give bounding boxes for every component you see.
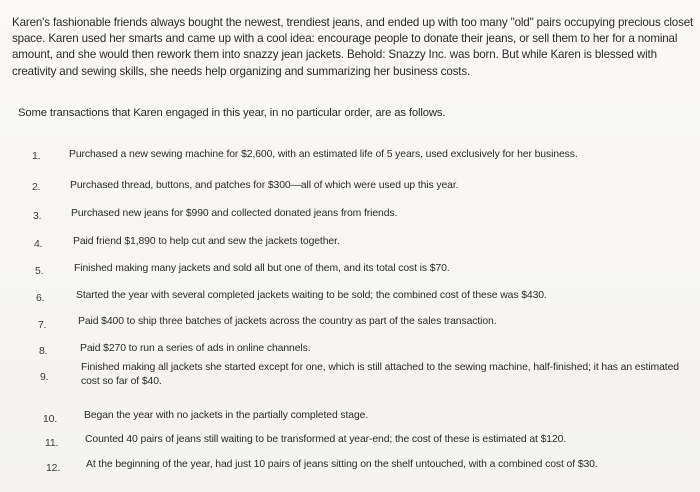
item-number: 2. bbox=[32, 182, 41, 193]
item-text: Started the year with several completed jackets waiting to be sold; the combined cost of these was $430. bbox=[76, 290, 547, 301]
item-number: 5. bbox=[35, 266, 44, 277]
item-number: 10. bbox=[43, 414, 58, 425]
intro-paragraph: Karen's fashionable friends always bought the newest, trendiest jeans, and ended up with too many "old" pairs occupying precious closet space. Karen used her smarts and came up with a cool idea: encourage people to donate their jeans, or sell them to her for a nominal amount, and she would then rework them into snazzy jean jackets. Behold: Snazzy Inc. was born. But while Karen is blessed with creativity and sewing skills, she needs help organizing and summarizing her business costs. bbox=[12, 16, 694, 78]
item-number: 9. bbox=[40, 372, 49, 383]
item-text: Paid friend $1,890 to help cut and sew the jackets together. bbox=[73, 236, 340, 247]
transactions-lead: Some transactions that Karen engaged in this year, in no particular order, are as follows. bbox=[18, 107, 446, 119]
item-text: Began the year with no jackets in the partially completed stage. bbox=[84, 410, 369, 421]
item-number: 7. bbox=[38, 320, 47, 331]
item-number: 12. bbox=[46, 463, 61, 474]
item-number: 3. bbox=[33, 211, 42, 222]
item-text: Paid $270 to run a series of ads in online channels. bbox=[80, 343, 311, 354]
item-text: Counted 40 pairs of jeans still waiting to be transformed at year-end; the cost of these is estimated at $120. bbox=[85, 434, 567, 445]
item-text: Purchased thread, buttons, and patches for $300—all of which were used up this year. bbox=[70, 180, 459, 191]
item-number: 4. bbox=[34, 239, 43, 250]
item-number: 8. bbox=[39, 346, 48, 357]
item-text: At the beginning of the year, had just 10 pairs of jeans sitting on the shelf untouched, with a combined cost of $30. bbox=[86, 459, 598, 470]
item-text: Finished making all jackets she started except for one, which is still attached to the sewing machine, half-finished; it has an estimated cost so far of $40. bbox=[81, 362, 679, 387]
item-text: Paid $400 to ship three batches of jackets across the country as part of the sales transaction. bbox=[78, 316, 497, 327]
item-number: 1. bbox=[32, 151, 41, 162]
item-number: 6. bbox=[36, 293, 45, 304]
item-text: Finished making many jackets and sold all but one of them, and its total cost is $70. bbox=[74, 263, 450, 274]
item-text: Purchased new jeans for $990 and collected donated jeans from friends. bbox=[71, 208, 398, 219]
item-text: Purchased a new sewing machine for $2,600, with an estimated life of 5 years, used exclusively for her business. bbox=[69, 149, 578, 160]
item-number: 11. bbox=[45, 438, 59, 449]
